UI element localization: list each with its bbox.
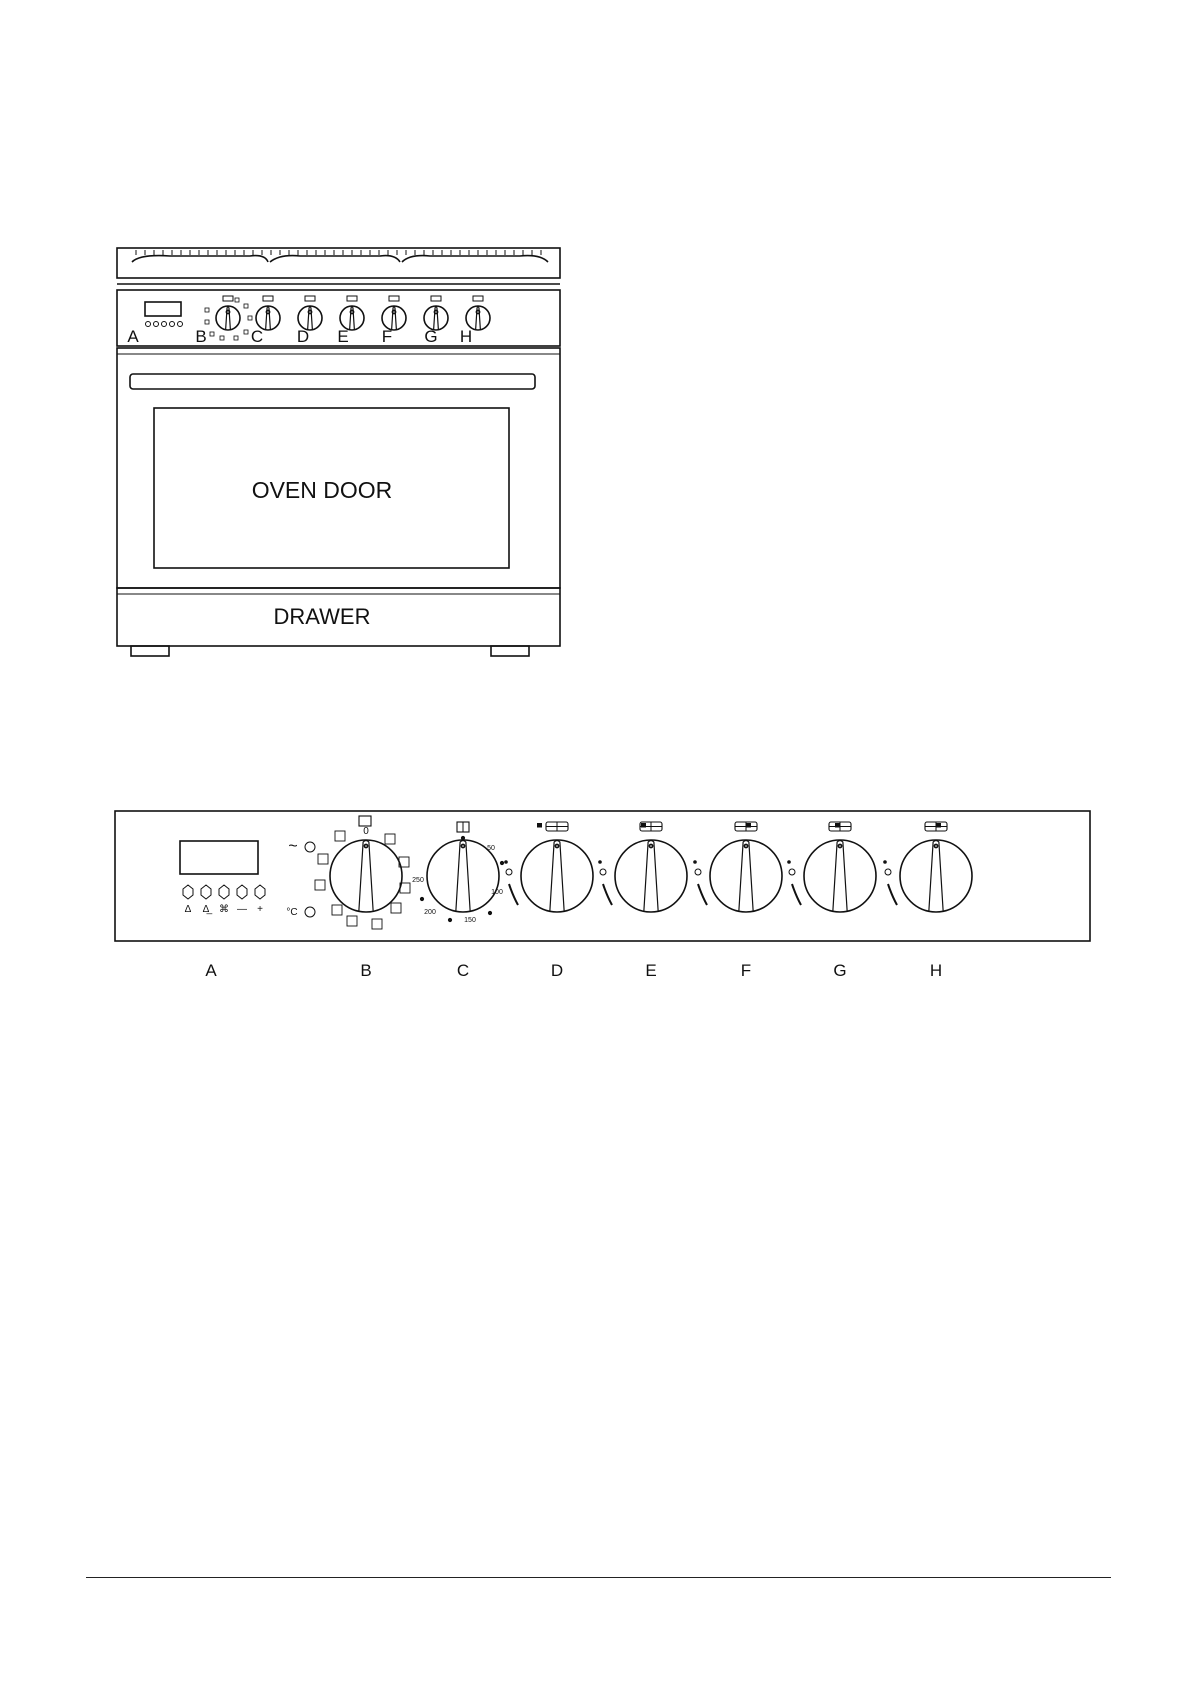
timer-button-4[interactable] (237, 885, 247, 899)
knob-h[interactable] (900, 840, 972, 912)
panel-letter-c: C (456, 961, 470, 980)
panel-letter-d: D (550, 961, 564, 980)
thermo-label-100: 100 (491, 889, 503, 896)
stove-letter-f: F (381, 327, 393, 346)
timer-symbol-bell: Δ (184, 904, 192, 915)
panel-letter-b: B (360, 961, 372, 980)
stove-letter-g: G (424, 327, 438, 346)
stove-letter-e: E (337, 327, 349, 346)
ignition-mark-d-icon (505, 861, 518, 905)
timer-button-3[interactable] (219, 885, 229, 899)
ignition-mark-g-icon (788, 861, 801, 905)
burner-indicator-h-icon (925, 822, 947, 831)
stove-letter-b: B (195, 327, 207, 346)
stove-letter-d: D (296, 327, 310, 346)
timer-button-5[interactable] (255, 885, 265, 899)
thermo-label-150: 150 (464, 917, 476, 924)
ignition-mark-e-icon (599, 861, 612, 905)
panel-letter-e: E (645, 961, 657, 980)
timer-button-2[interactable] (201, 885, 211, 899)
panel-letter-h: H (929, 961, 943, 980)
thermo-label-50: 50 (487, 845, 495, 852)
drawer-label: DRAWER (273, 604, 371, 629)
function-temp-symbol: °C (286, 907, 298, 918)
panel-letter-a: A (205, 961, 217, 980)
thermo-label-200: 200 (424, 909, 436, 916)
oven-door-label: OVEN DOOR (251, 477, 393, 503)
timer-symbol-duration: Δ̲ (202, 904, 210, 915)
timer-button-1[interactable] (183, 885, 193, 899)
knob-g[interactable] (804, 840, 876, 912)
timer-symbol-auto: ⌘ (219, 904, 229, 915)
panel-letter-f: F (740, 961, 752, 980)
burner-indicator-d-icon (537, 822, 568, 831)
footer-rule (86, 1577, 1111, 1578)
stove-letter-a: A (127, 327, 139, 346)
ignition-mark-f-icon (694, 861, 707, 905)
burner-indicator-e-icon (640, 822, 662, 831)
knob-e[interactable] (615, 840, 687, 912)
burner-indicator-f-icon (735, 822, 757, 831)
burner-indicator-g-icon (829, 822, 851, 831)
timer-display (180, 841, 258, 874)
timer-symbol-minus: — (237, 904, 247, 915)
knob-d[interactable] (521, 840, 593, 912)
function-fan-symbol: ~ (288, 838, 298, 855)
function-zero-mark: 0 (363, 826, 369, 837)
thermo-label-250: 250 (412, 877, 424, 884)
knob-f[interactable] (710, 840, 782, 912)
ignition-mark-h-icon (884, 861, 897, 905)
knob-b[interactable] (330, 840, 402, 912)
panel-letter-g: G (833, 961, 847, 980)
stove-letter-h: H (459, 327, 473, 346)
stove-letter-c: C (250, 327, 264, 346)
timer-symbol-plus: + (257, 904, 263, 915)
